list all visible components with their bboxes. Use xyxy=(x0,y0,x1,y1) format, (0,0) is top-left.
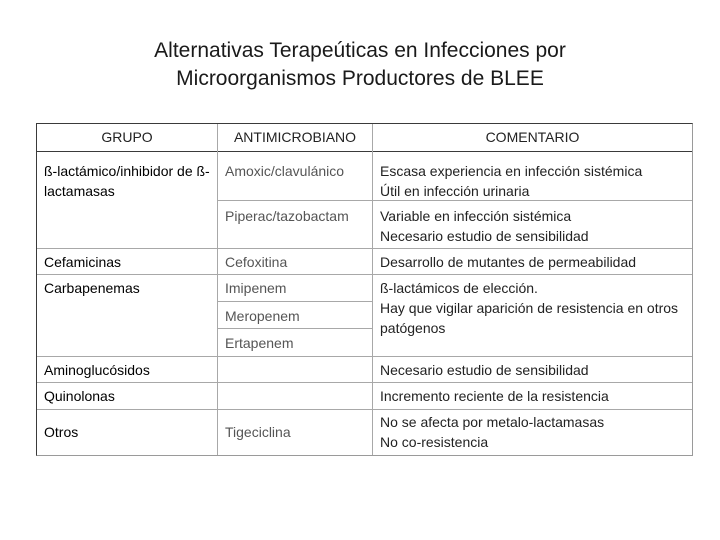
comment-piperac-1: Variable en infección sistémica xyxy=(380,208,572,224)
comment-otros-2: No co-resistencia xyxy=(380,434,489,450)
slide-title xyxy=(0,37,720,93)
drug-cefoxitina: Cefoxitina xyxy=(225,254,288,270)
comment-carbapenem-2: Hay que vigilar aparición de resistencia en otros patógenos xyxy=(380,300,679,336)
title-line-2: Microorganismos Productores de BLEE xyxy=(176,67,544,90)
comment-otros-1: No se afecta por metalo-lactamasas xyxy=(380,414,605,430)
comment-quinolonas: Incremento reciente de la resistencia xyxy=(380,388,609,404)
row-divider xyxy=(37,356,692,357)
title-line-1: Alternativas Terapeúticas en Infecciones por xyxy=(154,39,566,62)
group-aminoglucosidos: Aminoglucósidos xyxy=(44,362,150,378)
row-divider xyxy=(37,248,692,249)
row-divider xyxy=(37,274,692,275)
comment-piperac-2: Necesario estudio de sensibilidad xyxy=(380,228,589,244)
group-betalactam: ß-lactámico/inhibidor de ß-lactamasas xyxy=(44,163,210,199)
group-carbapenemas: Carbapenemas xyxy=(44,280,140,296)
header-comment: COMENTARIO xyxy=(485,129,580,145)
header-group: GRUPO xyxy=(101,129,153,145)
drug-imipenem: Imipenem xyxy=(225,280,287,296)
drug-meropenem: Meropenem xyxy=(225,308,300,324)
comment-amoxic-1: Escasa experiencia en infección sistémica xyxy=(380,163,643,179)
row-divider xyxy=(217,328,372,329)
group-quinolonas: Quinolonas xyxy=(44,388,115,404)
comment-amoxic-2: Útil en infección urinaria xyxy=(380,183,530,199)
therapy-table xyxy=(36,123,693,456)
comment-cefoxitina: Desarrollo de mutantes de permeabilidad xyxy=(380,254,637,270)
drug-tigeciclina: Tigeciclina xyxy=(225,424,291,440)
header-drug: ANTIMICROBIANO xyxy=(233,129,357,145)
comment-aminoglucosidos: Necesario estudio de sensibilidad xyxy=(380,362,589,378)
comment-carbapenem-1: ß-lactámicos de elección. xyxy=(380,280,538,296)
row-divider xyxy=(37,382,692,383)
drug-piperac: Piperac/tazobactam xyxy=(225,208,349,224)
group-otros: Otros xyxy=(44,424,79,440)
drug-amoxic: Amoxic/clavulánico xyxy=(225,163,345,179)
header-divider xyxy=(37,151,692,152)
group-cefamicinas: Cefamicinas xyxy=(44,254,122,270)
row-divider xyxy=(217,301,372,302)
row-divider xyxy=(37,409,692,410)
drug-ertapenem: Ertapenem xyxy=(225,335,294,351)
